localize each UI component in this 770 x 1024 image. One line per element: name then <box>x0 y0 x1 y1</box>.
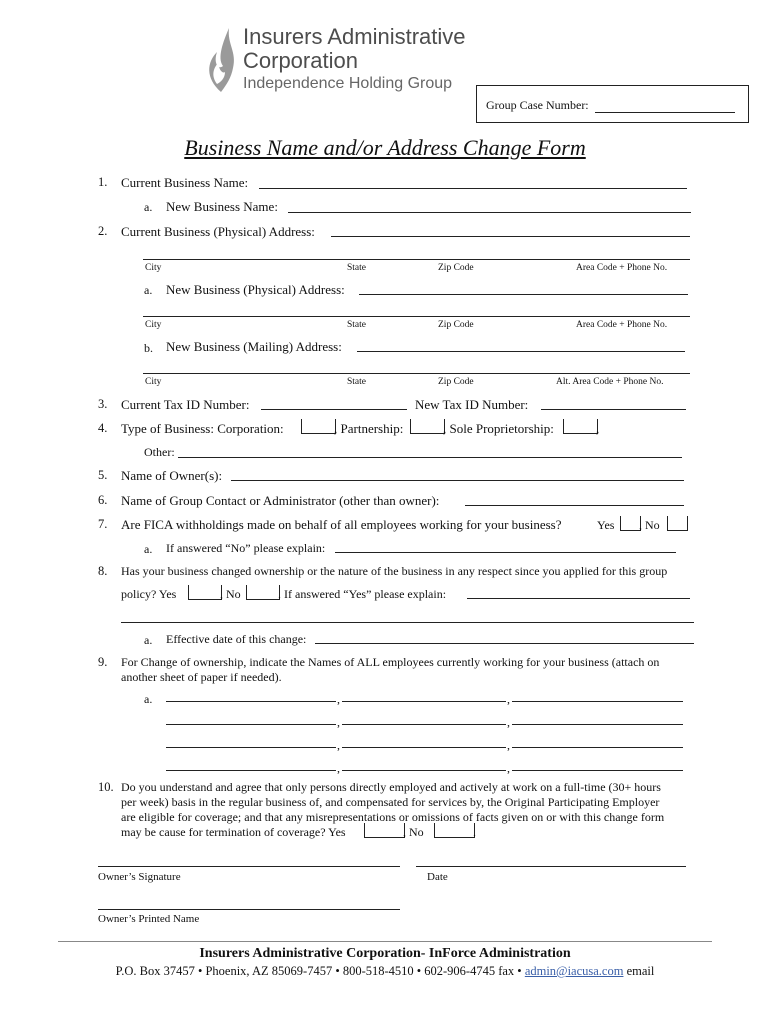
q3-number: 3. <box>98 397 108 411</box>
q10-no-label: , No <box>403 825 424 839</box>
q4-comma: , <box>596 421 600 436</box>
employee-separator: , <box>337 692 340 706</box>
footer-email-link[interactable]: admin@iacusa.com <box>524 964 624 978</box>
q9a-number: a. <box>144 692 153 706</box>
fica-explain-field[interactable] <box>335 552 676 553</box>
company-name-line2: Corporation <box>243 48 358 73</box>
q7-yes-label: Yes <box>597 518 615 532</box>
zip-caption: Zip Code <box>438 263 474 273</box>
alt-phone-caption: Alt. Area Code + Phone No. <box>556 377 664 387</box>
employee-separator: , <box>337 715 340 729</box>
employee-name-field[interactable] <box>166 770 336 771</box>
new-mailing-city-line[interactable] <box>143 373 690 374</box>
employee-separator: , <box>337 761 340 775</box>
ownership-explain-field-2[interactable] <box>121 622 694 623</box>
q8-no-label: , No <box>220 587 241 601</box>
q9-line2: another sheet of paper if needed). <box>121 670 282 684</box>
employee-name-field[interactable] <box>342 747 506 748</box>
fica-no-checkbox[interactable] <box>667 516 688 531</box>
q2b-number: b. <box>144 341 153 355</box>
q4-label: Type of Business: Corporation: <box>121 421 284 436</box>
corporation-checkbox[interactable] <box>301 419 336 434</box>
current-address-field[interactable] <box>331 236 690 237</box>
footer-contact <box>0 964 770 979</box>
owner-signature-field[interactable] <box>98 866 400 867</box>
new-mailing-address-field[interactable] <box>357 351 685 352</box>
partnership-checkbox[interactable] <box>410 419 445 434</box>
employee-separator: , <box>507 738 510 752</box>
date-field[interactable] <box>416 866 686 867</box>
group-contact-field[interactable] <box>465 505 684 506</box>
q2a-number: a. <box>144 283 153 297</box>
employee-name-field[interactable] <box>512 724 683 725</box>
date-label: Date <box>427 871 448 883</box>
q5-label: Name of Owner(s): <box>121 468 223 483</box>
q7-no-label: , No <box>639 518 660 532</box>
current-tax-id-field[interactable] <box>261 409 407 410</box>
employee-separator: , <box>507 761 510 775</box>
ownership-yes-checkbox[interactable] <box>188 585 222 600</box>
owner-printed-name-label: Owner’s Printed Name <box>98 913 200 925</box>
footer-address: P.O. Box 37457 • Phoenix, AZ 85069-7457 • 800-518-4510 • 602-906-4745 fax • <box>115 964 525 978</box>
new-physical-address-field[interactable] <box>359 294 688 295</box>
q8-policy-yes: policy? Yes <box>121 587 177 601</box>
group-case-label: Group Case Number: <box>486 98 589 112</box>
employee-name-field[interactable] <box>166 701 336 702</box>
current-business-name-field[interactable] <box>259 188 687 189</box>
group-case-box <box>476 85 749 123</box>
effective-date-field[interactable] <box>315 643 694 644</box>
q8a-number: a. <box>144 633 153 647</box>
footer-email-suffix: email <box>623 964 655 978</box>
employee-name-field[interactable] <box>166 724 336 725</box>
q10-line4: may be cause for termination of coverage? Yes <box>121 825 346 839</box>
company-name-line1: Insurers Administrative <box>243 24 466 49</box>
q7a-label: If answered “No” please explain: <box>166 541 326 555</box>
agree-no-checkbox[interactable] <box>434 823 475 838</box>
ownership-no-checkbox[interactable] <box>246 585 280 600</box>
form-title: Business Name and/or Address Change Form <box>184 135 586 160</box>
footer-title: Insurers Administrative Corporation- InForce Administration <box>199 946 571 961</box>
zip-caption: Zip Code <box>438 320 474 330</box>
parent-company: Independence Holding Group <box>243 75 453 92</box>
q1-number: 1. <box>98 175 108 189</box>
q3-new-label: New Tax ID Number: <box>415 397 529 412</box>
owner-names-field[interactable] <box>231 480 684 481</box>
q8-explain-label: . If answered “Yes” please explain: <box>278 587 447 601</box>
state-caption: State <box>347 377 366 387</box>
q10-line2: per week) basis in the regular business of, and compensated for services by, the Original Participating Employer <box>121 795 660 809</box>
q5-number: 5. <box>98 468 108 482</box>
group-case-field[interactable] <box>595 112 735 113</box>
fica-yes-checkbox[interactable] <box>620 516 641 531</box>
employee-name-field[interactable] <box>166 747 336 748</box>
new-business-name-field[interactable] <box>288 212 691 213</box>
employee-name-field[interactable] <box>512 701 683 702</box>
ownership-explain-field[interactable] <box>467 598 690 599</box>
q8a-label: Effective date of this change: <box>166 632 307 646</box>
state-caption: State <box>347 320 366 330</box>
phone-caption: Area Code + Phone No. <box>576 263 668 273</box>
footer-divider <box>58 941 712 942</box>
q10-number: 10. <box>98 780 114 794</box>
state-caption: State <box>347 263 366 273</box>
other-business-type-field[interactable] <box>178 457 682 458</box>
q2b-label: New Business (Mailing) Address: <box>166 339 342 354</box>
city-caption: City <box>145 377 162 387</box>
employee-name-field[interactable] <box>512 747 683 748</box>
agree-yes-checkbox[interactable] <box>364 823 405 838</box>
q2-number: 2. <box>98 224 108 238</box>
zip-caption: Zip Code <box>438 377 474 387</box>
q2a-label: New Business (Physical) Address: <box>166 282 345 297</box>
employee-name-field[interactable] <box>342 770 506 771</box>
sole-proprietorship-label: , Sole Proprietorship: <box>443 421 554 436</box>
q1-label: Current Business Name: <box>121 175 249 190</box>
employee-separator: , <box>507 715 510 729</box>
q8-line1: Has your business changed ownership or the nature of the business in any respect since you applied for this group <box>121 564 668 578</box>
q10-period: . <box>473 825 476 839</box>
owner-signature-label: Owner’s Signature <box>98 871 181 883</box>
q6-number: 6. <box>98 493 108 507</box>
new-tax-id-field[interactable] <box>541 409 686 410</box>
city-caption: City <box>145 320 162 330</box>
employee-name-field[interactable] <box>512 770 683 771</box>
q4-number: 4. <box>98 421 108 435</box>
q1a-number: a. <box>144 200 153 214</box>
phone-caption: Area Code + Phone No. <box>576 320 668 330</box>
q8-number: 8. <box>98 564 108 578</box>
employee-name-field[interactable] <box>342 701 506 702</box>
q9-line1: For Change of ownership, indicate the Names of ALL employees currently working for your business (attach on <box>121 655 660 669</box>
new-physical-city-line[interactable] <box>143 316 690 317</box>
q7-label: Are FICA withholdings made on behalf of all employees working for your business? <box>121 517 562 532</box>
sole-proprietorship-checkbox[interactable] <box>563 419 598 434</box>
owner-printed-name-field[interactable] <box>98 909 400 910</box>
partnership-label: , Partnership: <box>334 421 404 436</box>
other-label: Other: <box>144 445 175 459</box>
city-caption: City <box>145 263 162 273</box>
employee-separator: , <box>337 738 340 752</box>
q3-label: Current Tax ID Number: <box>121 397 250 412</box>
q10-line3: are eligible for coverage; and that any misrepresentations or omissions of facts given on or with this change form <box>121 810 665 824</box>
employee-name-field[interactable] <box>342 724 506 725</box>
employee-separator: , <box>507 692 510 706</box>
q1a-label: New Business Name: <box>166 199 278 214</box>
current-city-line[interactable] <box>143 259 690 260</box>
flame-logo-icon <box>203 22 239 94</box>
q7-number: 7. <box>98 517 108 531</box>
q10-line1: Do you understand and agree that only persons directly employed and actively at work on a full-time (30+ hours <box>121 780 661 794</box>
q9-number: 9. <box>98 655 108 669</box>
q2-label: Current Business (Physical) Address: <box>121 224 315 239</box>
q6-label: Name of Group Contact or Administrator (other than owner): <box>121 493 440 508</box>
q7a-number: a. <box>144 542 153 556</box>
